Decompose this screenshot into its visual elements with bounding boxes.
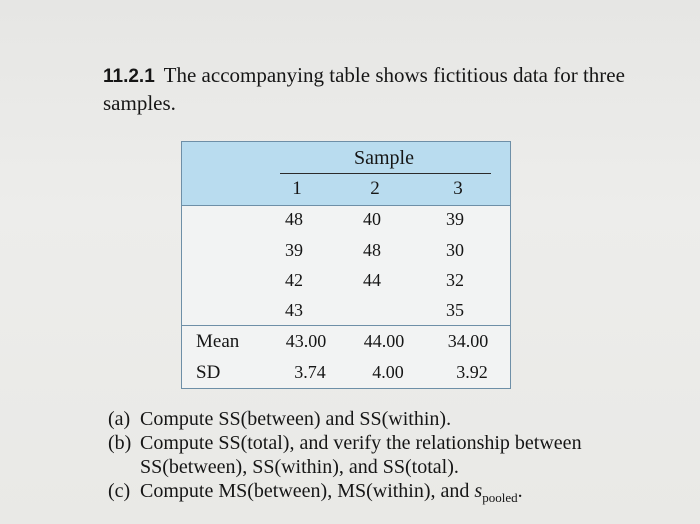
question-label: (c) xyxy=(108,480,131,502)
table-cell: 44 xyxy=(363,270,381,290)
question-label: (a) xyxy=(108,408,131,430)
sample-group-header: Sample xyxy=(354,147,414,169)
pooled-symbol: s xyxy=(474,480,483,502)
question-text: Compute MS(between), MS(within), and xyxy=(140,480,470,502)
mean-value: 43.00 xyxy=(285,331,327,351)
question-item xyxy=(108,431,628,479)
question-text: Compute SS(between) and SS(within). xyxy=(140,408,452,430)
problem-number: 11.2.1 xyxy=(103,66,155,87)
data-table xyxy=(181,141,511,389)
sd-value: 3.74 xyxy=(294,362,326,382)
mean-value: 34.00 xyxy=(447,331,489,351)
table-cell: 39 xyxy=(285,240,303,260)
table-header xyxy=(182,142,510,206)
column-header-3: 3 xyxy=(453,178,463,199)
table-cell: 43 xyxy=(285,300,303,320)
table-cell: 42 xyxy=(285,270,303,290)
question-list xyxy=(108,407,628,510)
table-cell: 48 xyxy=(285,209,303,229)
table-cell: 48 xyxy=(363,240,381,260)
sd-value: 4.00 xyxy=(372,362,404,382)
mean-value: 44.00 xyxy=(363,331,405,351)
question-item xyxy=(108,407,628,431)
table-cell: 35 xyxy=(446,300,464,320)
problem-statement xyxy=(103,62,663,116)
table-cell: 39 xyxy=(446,209,464,229)
table-cell: 40 xyxy=(363,209,381,229)
summary-divider xyxy=(182,325,510,326)
question-text: Compute SS(total), and verify the relationship between SS(between), SS(within), and SS(total). xyxy=(140,432,582,478)
column-header-2: 2 xyxy=(370,178,380,199)
table-cell: 30 xyxy=(446,240,464,260)
question-item xyxy=(108,479,628,510)
sd-label: SD xyxy=(196,362,221,383)
header-rule xyxy=(280,173,491,174)
problem-text: The accompanying table shows fictitious data for three samples. xyxy=(103,63,625,115)
sd-value: 3.92 xyxy=(456,362,488,382)
question-end: . xyxy=(517,480,523,502)
mean-label: Mean xyxy=(196,331,240,352)
question-label: (b) xyxy=(108,432,132,454)
table-cell: 32 xyxy=(446,270,464,290)
column-header-1: 1 xyxy=(292,178,302,199)
pooled-subscript: pooled xyxy=(482,490,518,505)
